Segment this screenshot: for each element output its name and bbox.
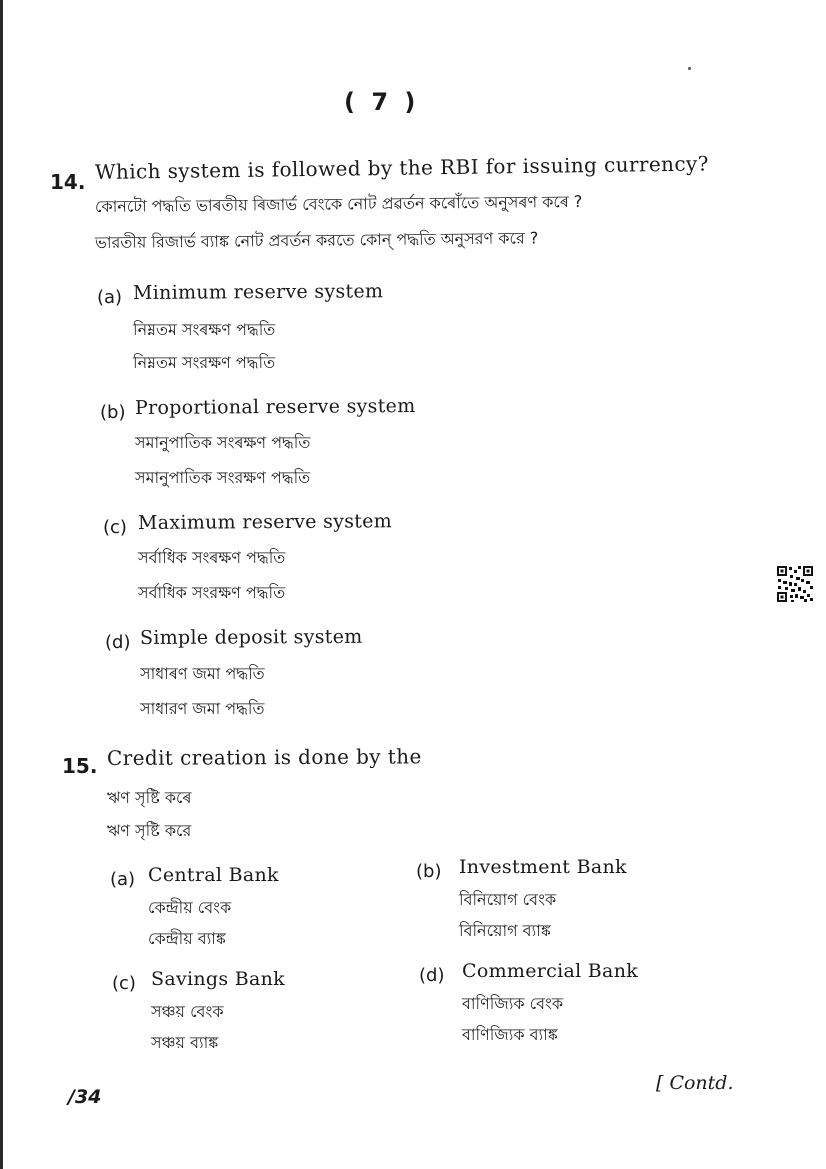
option-text-bn: কেন্দ্রীয় ব্যাঙ্ক	[148, 929, 226, 948]
option-label: (b)	[100, 402, 126, 423]
option-text-bn: বিনিয়োগ ব্যাঙ্ক	[459, 921, 551, 940]
option-text-en: Investment Bank	[459, 856, 627, 878]
option-label: (b)	[416, 861, 442, 882]
option-text-as: সমানুপাতিক সংৰক্ষণ পদ্ধতি	[135, 433, 311, 452]
option-label: (c)	[112, 973, 136, 994]
option-text-bn: নিম্নতম সংরক্ষণ পদ্ধতি	[133, 353, 276, 372]
question-text-en: Which system is followed by the RBI for issuing currency?	[94, 151, 709, 184]
option-text-en: Maximum reserve system	[137, 510, 393, 534]
speck	[688, 67, 691, 70]
question-text-en: Credit creation is done by the	[106, 744, 422, 770]
option-text-as: সৰ্বাধিক সংৰক্ষণ পদ্ধতি	[138, 548, 286, 567]
option-text-bn: সর্বাধিক সংরক্ষণ পদ্ধতি	[138, 583, 286, 602]
page-number: ( 7 )	[344, 88, 420, 116]
option-label: (c)	[103, 517, 127, 538]
paper-code: /34	[68, 1086, 102, 1108]
option-text-en: Commercial Bank	[462, 960, 639, 982]
option-text-en: Savings Bank	[151, 968, 285, 990]
option-text-as: কেন্দ্ৰীয় বেংক	[148, 898, 232, 917]
question-text-bn: ভারতীয় রিজার্ভ ব্যাঙ্ক নোট প্রবর্তন করতে কোন্ পদ্ধতি অনুসরণ করে ?	[94, 228, 539, 252]
option-text-as: বাণিজ্যিক বেংক	[462, 994, 564, 1013]
question-text-as: ঋণ সৃষ্টি কৰে	[107, 788, 192, 807]
option-text-bn: বাণিজ্যিক ব্যাঙ্ক	[462, 1025, 558, 1044]
option-text-as: বিনিয়োগ বেংক	[459, 890, 557, 909]
option-text-en: Central Bank	[148, 864, 279, 886]
option-text-bn: সঞ্চয় ব্যাঙ্ক	[151, 1033, 219, 1052]
question-number: 15.	[62, 754, 98, 778]
qr-code-icon	[776, 565, 814, 603]
option-label: (d)	[419, 965, 445, 986]
option-text-en: Minimum reserve system	[132, 280, 384, 304]
option-label: (a)	[97, 287, 123, 308]
option-label: (a)	[110, 869, 136, 890]
option-text-bn: সমানুপাতিক সংরক্ষণ পদ্ধতি	[135, 468, 311, 487]
option-text-en: Simple deposit system	[139, 625, 363, 649]
option-text-as: সঞ্চয় বেংক	[151, 1002, 224, 1021]
continued-marker: [ Contd.	[656, 1072, 734, 1094]
option-text-as: সাধাৰণ জমা পদ্ধতি	[140, 664, 265, 683]
option-text-en: Proportional reserve system	[134, 395, 416, 419]
question-text-bn: ঋণ সৃষ্টি করে	[107, 821, 192, 840]
option-label: (d)	[105, 632, 131, 653]
page-edge	[0, 0, 3, 1169]
question-text-as: কোনটো পদ্ধতি ভাৰতীয় ৰিজাৰ্ভ বেংকে নোট প্ৰৱৰ্তন কৰোঁতে অনুসৰণ কৰে ?	[94, 191, 583, 216]
option-text-bn: সাধারণ জমা পদ্ধতি	[140, 699, 265, 718]
option-text-as: নিম্নতম সংৰক্ষণ পদ্ধতি	[133, 320, 276, 339]
question-number: 14.	[50, 170, 86, 194]
